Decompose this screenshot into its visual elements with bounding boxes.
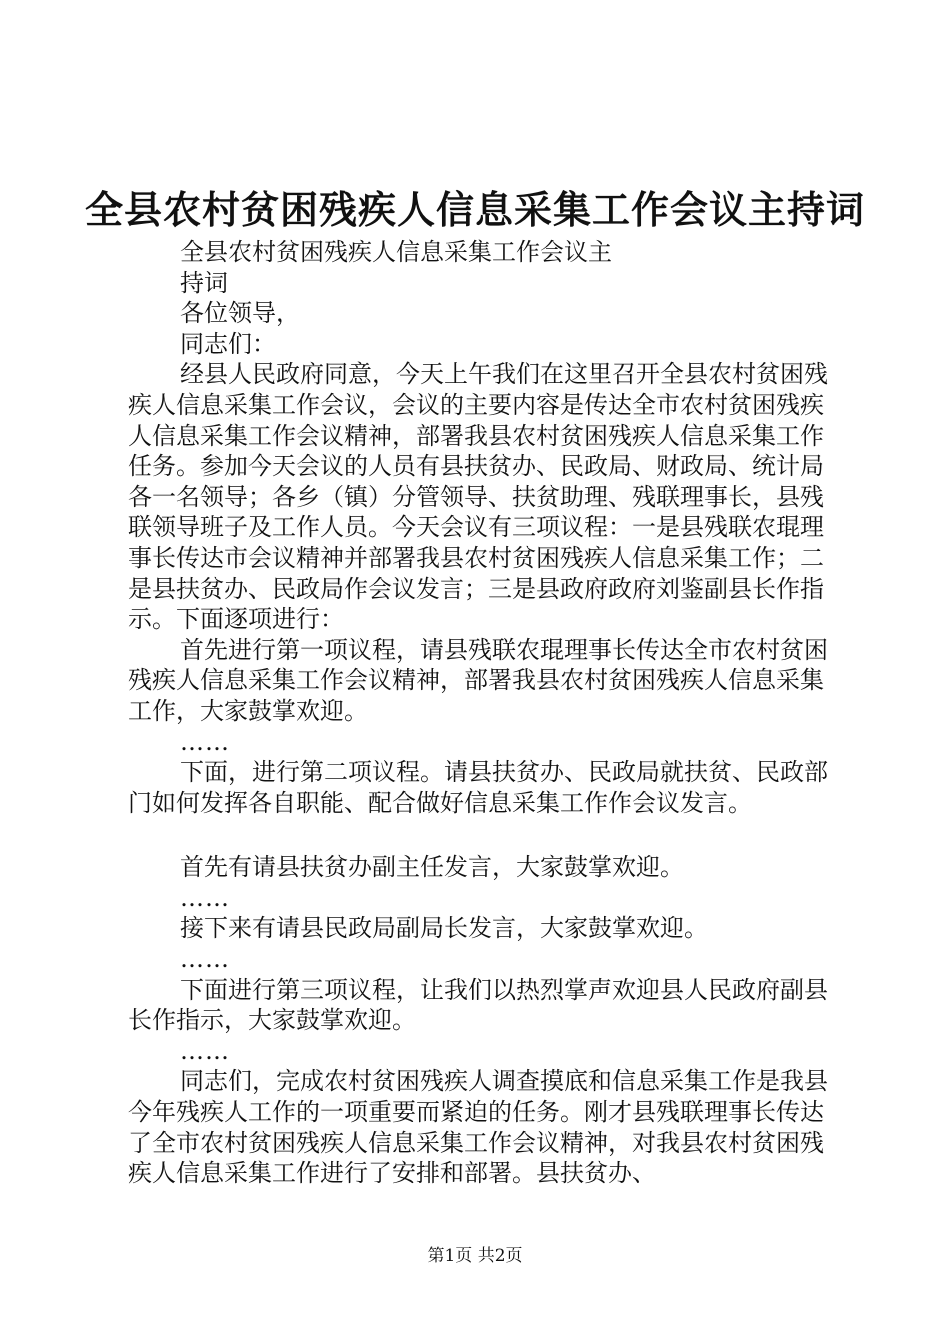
subtitle-line-1: 全县农村贫困残疾人信息采集工作会议主	[180, 238, 612, 266]
ellipsis-1: ……	[180, 727, 230, 756]
paragraph-closing: 同志们，完成农村贫困残疾人调查摸底和信息采集工作是我县今年残疾人工作的一项重要而紧迫的任务。刚才县残联理事长传达了全市农村贫困残疾人信息采集工作会议精神，对我县农村贫困残疾人信息采集工作进行了安排和部署。县扶贫办、	[128, 1067, 828, 1188]
paragraph-agenda-3: 下面进行第三项议程，让我们以热烈掌声欢迎县人民政府副县长作指示，大家鼓掌欢迎。	[128, 975, 828, 1035]
subtitle-line-2: 持词	[180, 268, 228, 297]
paragraph-agenda-2: 下面，进行第二项议程。请县扶贫办、民政局就扶贫、民政部门如何发挥各自职能、配合做好信息采集工作作会议发言。	[128, 758, 828, 817]
document-title: 全县农村贫困残疾人信息采集工作会议主持词	[84, 187, 865, 232]
ellipsis-4: ……	[180, 1036, 230, 1065]
ellipsis-2: ……	[180, 883, 230, 912]
salutation-comrades: 同志们：	[180, 329, 276, 358]
salutation-leaders: 各位领导，	[180, 299, 300, 328]
document-body	[128, 237, 836, 1189]
ellipsis-3: ……	[180, 945, 230, 974]
page-footer: 第1页 共2页	[427, 1246, 523, 1266]
paragraph-poverty-office: 首先有请县扶贫办副主任发言，大家鼓掌欢迎。	[180, 853, 684, 882]
paragraph-agenda-1: 首先进行第一项议程，请县残联农琨理事长传达全市农村贫困残疾人信息采集工作会议精神，部署我县农村贫困残疾人信息采集工作，大家鼓掌欢迎。	[128, 635, 828, 725]
paragraph-civil-affairs: 接下来有请县民政局副局长发言，大家鼓掌欢迎。	[180, 914, 708, 943]
paragraph-opening: 经县人民政府同意，今天上午我们在这里召开全县农村贫困残疾人信息采集工作会议，会议的主要内容是传达全市农村贫困残疾人信息采集工作会议精神，部署我县农村贫困残疾人信息采集工作任务。参加今天会议的人员有县扶贫办、民政局、财政局、统计局各一名领导；各乡（镇）分管领导、扶贫助理、残联理事长，县残联领导班子及工作人员。今天会议有三项议程：一是县残联农琨理事长传达市会议精神并部署我县农村贫困残疾人信息采集工作；二是县扶贫办、民政局作会议发言；三是县政府政府刘鉴副县长作指示。下面逐项进行：	[128, 360, 828, 634]
paragraph-gap	[128, 818, 836, 852]
